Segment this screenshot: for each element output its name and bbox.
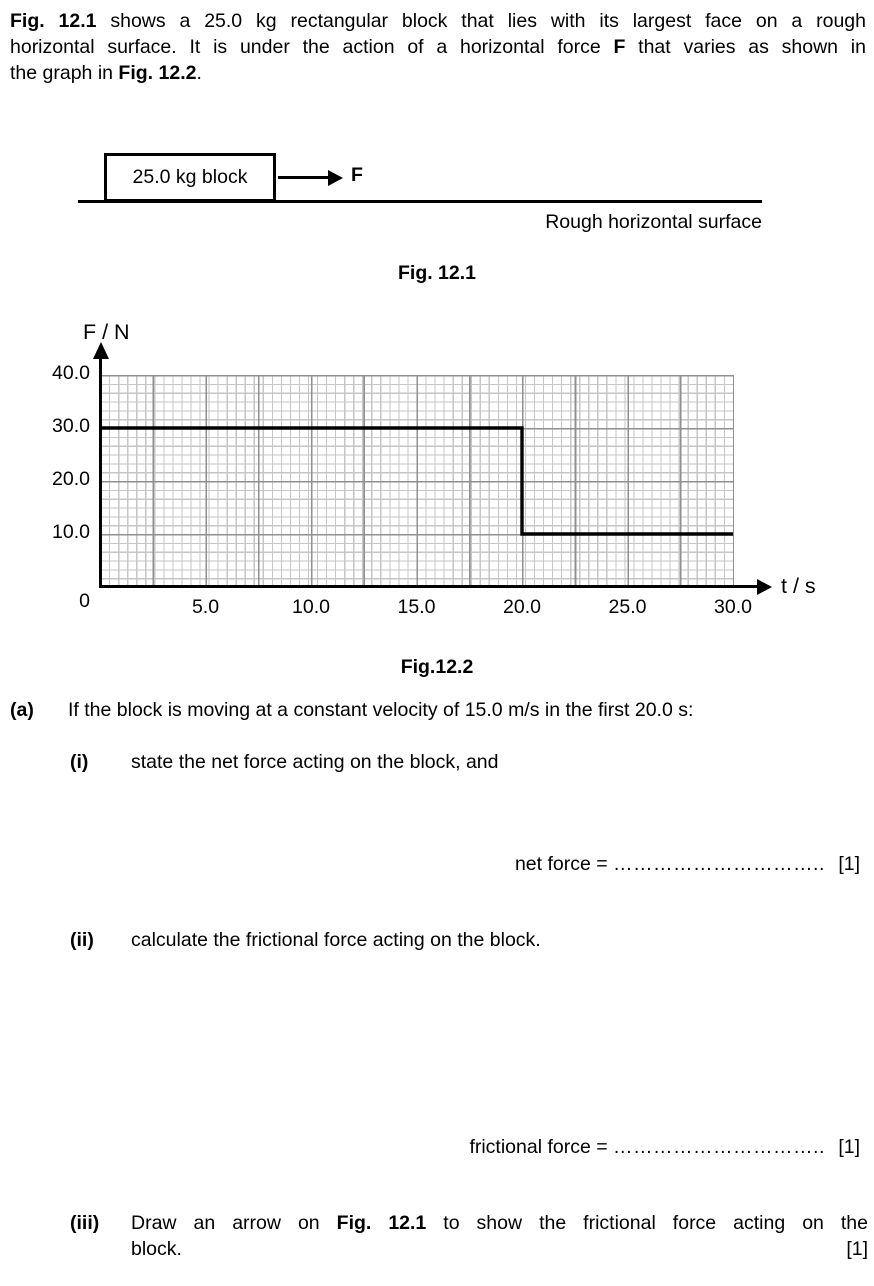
y-tick-label: 10.0 <box>52 521 90 543</box>
part-iii-line-1: Draw an arrow on Fig. 12.1 to show the frictional force acting on the <box>131 1212 868 1234</box>
y-tick-label: 30.0 <box>52 415 90 437</box>
frictional-force-answer-label: frictional force = <box>469 1136 608 1158</box>
y-axis-arrowhead-icon <box>93 342 109 359</box>
intro-line-2: horizontal surface. It is under the action of a horizontal force F that varies as shown in <box>10 36 866 58</box>
part-iii-label: (iii) <box>70 1212 100 1234</box>
block-rectangle <box>104 153 276 202</box>
origin-tick-label: 0 <box>79 590 90 612</box>
x-tick-label: 25.0 <box>608 596 647 618</box>
x-axis-title: t / s <box>781 574 816 598</box>
intro-line-3: the graph in Fig. 12.2. <box>10 62 202 84</box>
part-i-text: state the net force acting on the block, and <box>131 751 499 773</box>
x-tick-label: 10.0 <box>292 596 330 618</box>
frictional-force-answer-line <box>469 1134 860 1160</box>
frictional-force-dotted-line: ………………………….. <box>613 1136 825 1158</box>
y-tick-label: 40.0 <box>52 362 90 384</box>
frictional-force-mark: [1] <box>838 1136 860 1158</box>
part-iii-text <box>131 1210 868 1262</box>
part-i-label: (i) <box>70 751 89 773</box>
net-force-mark: [1] <box>838 853 860 875</box>
net-force-answer-label: net force = <box>514 853 608 875</box>
y-tick-label: 20.0 <box>52 468 90 490</box>
graph-grid <box>100 375 734 587</box>
force-arrow-head-icon <box>328 170 343 186</box>
x-tick-label: 20.0 <box>503 596 541 618</box>
part-ii-label: (ii) <box>70 929 94 951</box>
x-tick-label: 30.0 <box>714 596 752 618</box>
part-iii-line-2 <box>131 1236 868 1262</box>
x-tick-label: 15.0 <box>397 596 436 618</box>
intro-line-1: Fig. 12.1 shows a 25.0 kg rectangular block that lies with its largest face on a rough <box>10 10 866 32</box>
net-force-dotted-line: ………………………….. <box>613 853 825 875</box>
part-a-label: (a) <box>10 699 34 721</box>
part-ii-text: calculate the frictional force acting on the block. <box>131 929 541 951</box>
intro-paragraph <box>10 8 866 86</box>
part-iii-mark: [1] <box>846 1238 868 1260</box>
fig-12-2-caption: Fig.12.2 <box>400 656 474 678</box>
x-axis-arrowhead-icon <box>757 579 772 595</box>
net-force-answer-line <box>515 851 860 877</box>
part-a-text: If the block is moving at a constant velocity of 15.0 m/s in the first 20.0 s: <box>68 699 694 721</box>
y-axis-line <box>99 350 102 588</box>
fig-12-1-caption: Fig. 12.1 <box>397 262 477 284</box>
x-tick-label: 5.0 <box>191 596 220 618</box>
y-axis-title: F / N <box>83 320 130 344</box>
part-iii-line-2-text: block. <box>131 1238 182 1260</box>
surface-label: Rough horizontal surface <box>545 211 762 233</box>
x-axis-line <box>99 585 759 588</box>
force-arrow-shaft <box>278 176 330 179</box>
block-label: 25.0 kg block <box>132 166 248 188</box>
force-label: F <box>351 164 363 186</box>
